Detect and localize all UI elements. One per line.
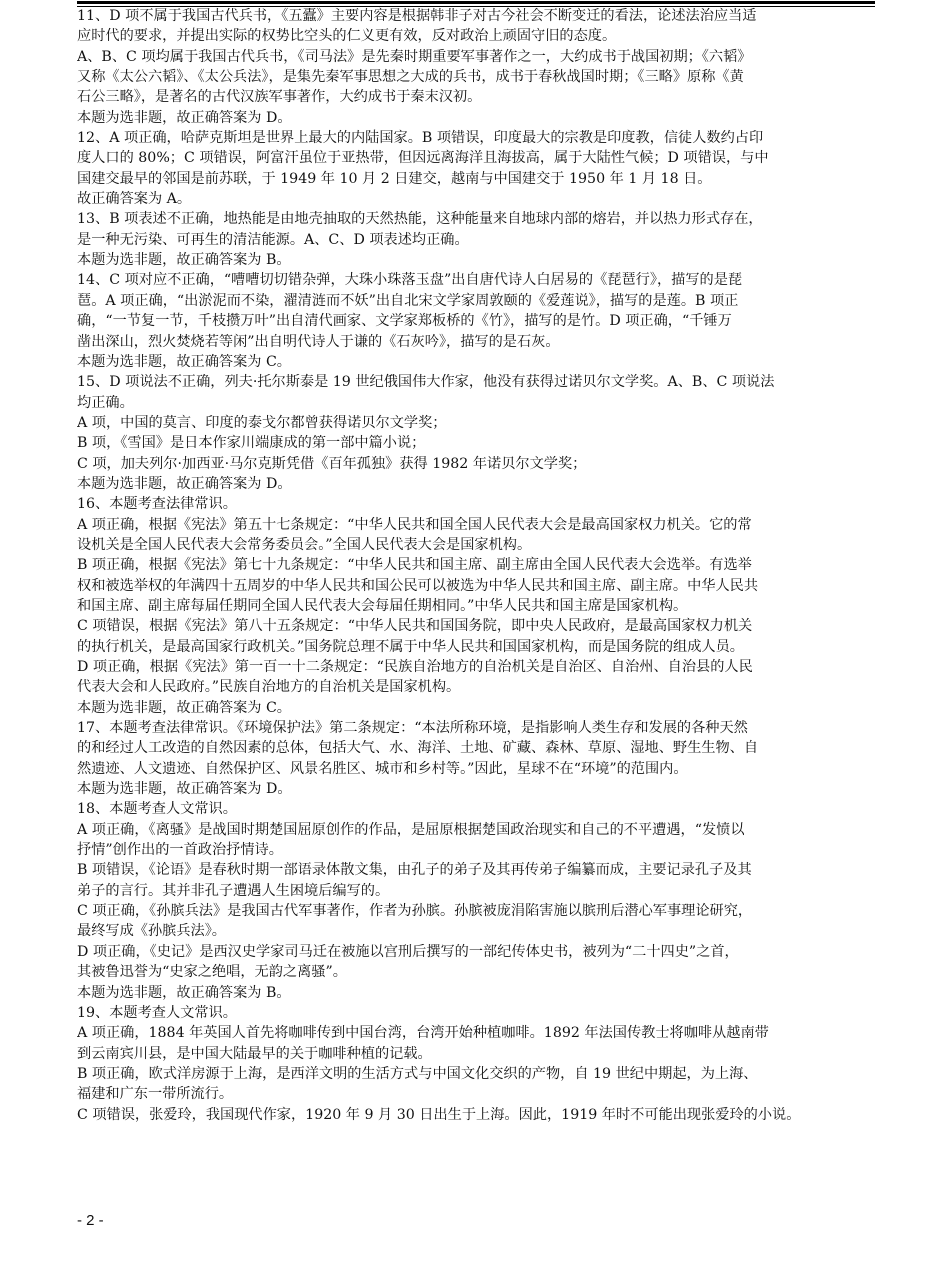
text-line: 本题为选非题，故正确答案为 C。 (77, 353, 291, 370)
text-line: 均正确。 (77, 394, 134, 411)
text-line: 本题为选非题，故正确答案为 D。 (77, 781, 292, 798)
text-line: B 项正确，欧式洋房源于上海，是西洋文明的生活方式与中国文化交织的产物，自 19 世纪中期起，为上海、 (77, 1065, 758, 1082)
text-line: 故正确答案为 A。 (77, 191, 192, 208)
text-line: D 项正确，根据《宪法》第一百一十二条规定：“民族自治地方的自治机关是自治区、自治州、自治县的人民 (77, 659, 753, 675)
text-line: 到云南宾川县，是中国大陆最早的关于咖啡种植的记载。 (77, 1045, 432, 1062)
text-line: C 项错误，张爱玲，我国现代作家，1920 年 9 月 30 日出生于上海。因此，1919 年时不可能出现张爱玲的小说。 (77, 1106, 801, 1123)
text-line: 石公三略》，是著名的古代汉族军事著作，大约成书于秦末汉初。 (77, 89, 482, 106)
text-line: 代表大会和人民政府。”民族自治地方的自治机关是国家机构。 (77, 679, 461, 696)
text-line: 又称《太公六韬》、《太公兵法》，是集先秦军事思想之大成的兵书，成书于春秋战国时期；《三略》原称《黄 (77, 69, 744, 86)
text-line: A 项，中国的莫言、印度的泰戈尔都曾获得诺贝尔文学奖； (77, 414, 447, 431)
text-line: 然遗迹、人文遗迹、自然保护区、风景名胜区、城市和乡村等。”因此，星球不在“环境”的范围内。 (77, 760, 688, 777)
text-line: 的执行机关，是最高国家行政机关。”国务院总理不属于中华人民共和国国家机构，而是国务院的组成人员。 (77, 638, 744, 655)
text-line: 19、本题考查人文常识。 (77, 1004, 237, 1021)
text-line: 本题为选非题，故正确答案为 D。 (77, 475, 292, 492)
text-line: A 项正确，1884 年英国人首先将咖啡传到中国台湾，台湾开始种植咖啡。1892 年法国传教士将咖啡从越南带 (77, 1025, 769, 1042)
text-line: 应时代的要求，并提出实际的权势比空头的仁义更有效，反对政治上顽固守旧的态度。 (77, 28, 617, 45)
text-line: 的和经过人工改造的自然因素的总体，包括大气、水、海洋、土地、矿藏、森林、草原、湿地、野生生物、自 (77, 740, 759, 757)
text-line: 和国主席、副主席每届任期同全国人民代表大会每届任期相同。”中华人民共和国主席是国家机构。 (77, 597, 688, 614)
text-line: A 项正确，根据《宪法》第五十七条规定：“中华人民共和国全国人民代表大会是最高国家权力机关。它的常 (77, 516, 752, 533)
text-line: 18、本题考查人文常识。 (77, 801, 237, 818)
text-line: C 项，加夫列尔·加西亚·马尔克斯凭借《百年孤独》获得 1982 年诺贝尔文学奖； (77, 455, 587, 472)
text-line: 抒情”创作出的一首政治抒情诗。 (77, 842, 283, 859)
text-line: 14、C 项对应不正确，“嘈嘈切切错杂弹，大珠小珠落玉盘”出自唐代诗人白居易的《琵琶行》，描写的是琵 (77, 272, 743, 289)
text-line: 17、本题考查法律常识。《环境保护法》第二条规定：“本法所称环境，是指影响人类生存和发展的各种天然 (77, 720, 748, 737)
answer-explanations (77, 6, 875, 1125)
text-line: D 项正确，《史记》是西汉史学家司马迁在被施以宫刑后撰写的一部纪传体史书，被列为“二十四史”之首， (77, 943, 739, 960)
text-line: 16、本题考查法律常识。 (77, 496, 237, 513)
text-line: 本题为选非题，故正确答案为 B。 (77, 984, 291, 1001)
text-line: 12、A 项正确，哈萨克斯坦是世界上最大的内陆国家。B 项错误，印度最大的宗教是印度教，信徒人数约占印 (77, 130, 764, 147)
text-line: 是一种无污染、可再生的清洁能源。A、C、D 项表述均正确。 (77, 231, 469, 248)
text-line: 度人口的 80%；C 项错误，阿富汗虽位于亚热带，但因远离海洋且海拔高，属于大陆性气候；D 项错误，与中 (77, 150, 769, 167)
text-line: 确，“一节复一节，千枝攒万叶”出自清代画家、文学家郑板桥的《竹》，描写的是竹。D 项正确，“千锤万 (77, 313, 732, 330)
text-line: 琶。A 项正确，“出淤泥而不染，濯清涟而不妖”出自北宋文学家周敦颐的《爱莲说》，描写的是莲。B 项正 (77, 292, 739, 309)
text-line: A 项正确，《离骚》是战国时期楚国屈原创作的作品，是屈原根据楚国政治现实和自己的不平遭遇，“发愤以 (77, 821, 745, 838)
text-line: 设机关是全国人民代表大会常务委员会。”全国人民代表大会是国家机构。 (77, 536, 532, 553)
text-line: C 项错误，根据《宪法》第八十五条规定：“中华人民共和国国务院，即中央人民政府，是最高国家权力机关 (77, 618, 753, 635)
text-line: 13、B 项表述不正确，地热能是由地壳抽取的天然热能，这种能量来自地球内部的熔岩，并以热力形式存在， (77, 211, 763, 228)
text-line: 本题为选非题，故正确答案为 C。 (77, 699, 291, 716)
text-line: 弟子的言行。其并非孔子遭遇人生困境后编写的。 (77, 882, 390, 899)
text-line: B 项，《雪国》是日本作家川端康成的第一部中篇小说； (77, 435, 426, 452)
text-line: 其被鲁迅誉为“史家之绝唱，无韵之离骚”。 (77, 964, 347, 981)
text-line: 本题为选非题，故正确答案为 D。 (77, 109, 292, 126)
page-number: - 2 - (77, 1212, 104, 1229)
header-rule-thick (77, 1, 875, 4)
text-line: 11、D 项不属于我国古代兵书，《五蠹》主要内容是根据韩非子对古今社会不断变迁的看法，论述法治应当适 (77, 8, 757, 24)
text-line: 权和被选举权的年满四十五周岁的中华人民共和国公民可以被选为中华人民共和国主席、副主席。中华人民共 (77, 577, 759, 594)
text-line: 国建交最早的邻国是前苏联，于 1949 年 10 月 2 日建交，越南与中国建交于 1950 年 1 月 18 日。 (77, 170, 712, 187)
text-line: B 项正确，根据《宪法》第七十九条规定：“中华人民共和国主席、副主席由全国人民代表大会选举。有选举 (77, 557, 752, 574)
text-line: B 项错误，《论语》是春秋时期一部语录体散文集，由孔子的弟子及其再传弟子编纂而成，主要记录孔子及其 (77, 862, 752, 879)
text-line: 福建和广东一带所流行。 (77, 1086, 234, 1103)
text-line: 15、D 项说法不正确，列夫·托尔斯泰是 19 世纪俄国伟大作家，他没有获得过诺贝尔文学奖。A、B、C 项说法 (77, 374, 775, 391)
text-line: 最终写成《孙膑兵法》。 (77, 923, 226, 940)
text-line: C 项正确，《孙膑兵法》是我国古代军事著作，作者为孙膑。孙膑被庞涓陷害施以膑刑后潜心军事理论研究， (77, 903, 753, 920)
text-line: 本题为选非题，故正确答案为 B。 (77, 252, 291, 269)
text-line: 凿出深山，烈火焚烧若等闲”出自明代诗人于谦的《石灰吟》，描写的是石灰。 (77, 333, 560, 350)
text-line: A、B、C 项均属于我国古代兵书，《司马法》是先秦时期重要军事著作之一，大约成书于战国初期；《六韬》 (77, 48, 752, 65)
